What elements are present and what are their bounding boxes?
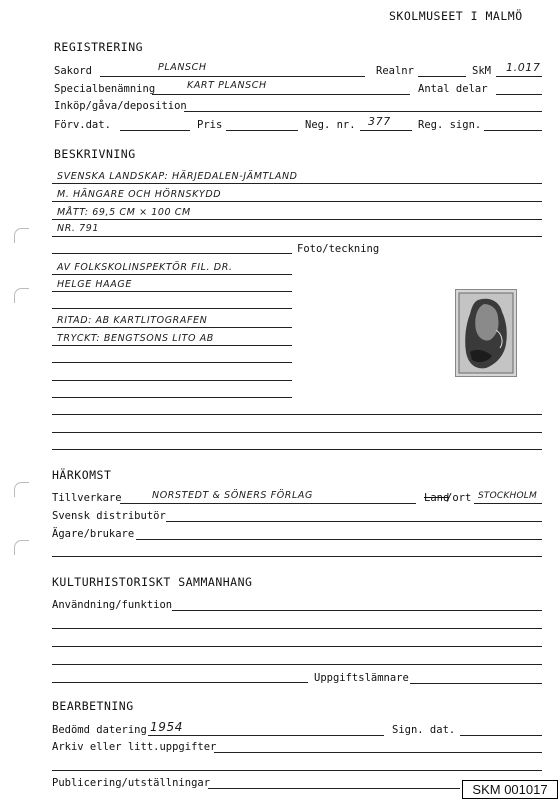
map-thumbnail-image — [456, 290, 516, 376]
ort-value: STOCKHOLM — [478, 491, 537, 501]
punch-hole — [14, 482, 29, 497]
punch-hole — [14, 228, 29, 243]
svensk-distributor-field[interactable] — [166, 521, 542, 522]
section-title-harkomst: HÄRKOMST — [52, 468, 112, 482]
object-photo — [455, 289, 517, 377]
svensk-distributor-label: Svensk distributör — [52, 510, 166, 522]
description-field[interactable] — [52, 274, 292, 275]
reg-sign-field[interactable] — [484, 130, 542, 131]
uppgiftslamnare-field[interactable] — [410, 683, 542, 684]
description-field[interactable] — [52, 236, 542, 237]
ort-field[interactable] — [474, 503, 542, 504]
description-line: AV FOLKSKOLINSPEKTÖR FIL. DR. — [57, 262, 233, 273]
anvandning-field[interactable] — [52, 646, 542, 647]
punch-hole — [14, 288, 29, 303]
sakord-label: Sakord — [54, 65, 92, 77]
realnr-field[interactable] — [418, 76, 466, 77]
arkiv-field[interactable] — [52, 770, 542, 771]
description-line: HELGE HAAGE — [57, 279, 132, 290]
section-title-beskrivning: BESKRIVNING — [54, 147, 136, 161]
description-field[interactable] — [52, 345, 292, 346]
specialbenamning-label: Specialbenämning — [54, 83, 156, 95]
anvandning-label: Användning/funktion — [52, 599, 173, 611]
description-field[interactable] — [52, 327, 292, 328]
description-field[interactable] — [52, 380, 292, 381]
neg-nr-value: 377 — [368, 115, 391, 128]
inkop-label: Inköp/gåva/deposition — [54, 100, 187, 112]
arkiv-label: Arkiv eller litt.uppgifter — [52, 741, 217, 753]
description-field[interactable] — [52, 308, 292, 309]
anvandning-field[interactable] — [172, 610, 542, 611]
sakord-field[interactable] — [100, 76, 365, 77]
anvandning-field[interactable] — [52, 682, 308, 683]
section-title-registrering: REGISTRERING — [54, 40, 144, 54]
tillverkare-label: Tillverkare — [52, 492, 122, 504]
anvandning-field[interactable] — [52, 628, 542, 629]
skm-label: SkM — [472, 65, 491, 77]
description-line: TRYCKT: BENGTSONS LITO AB — [57, 333, 214, 344]
description-field[interactable] — [52, 449, 542, 450]
description-line: SVENSKA LANDSKAP: HÄRJEDALEN-JÄMTLAND — [57, 171, 298, 182]
specialbenamning-value: KART PLANSCH — [187, 80, 267, 91]
foto-teckning-label: Foto/teckning — [297, 243, 380, 255]
description-field[interactable] — [52, 253, 292, 254]
realnr-label: Realnr — [376, 65, 414, 77]
section-title-bearbetning: BEARBETNING — [52, 699, 134, 713]
section-title-kultur: KULTURHISTORISKT SAMMANHANG — [52, 575, 253, 589]
forv-dat-label: Förv.dat. — [54, 119, 111, 131]
neg-nr-field[interactable] — [360, 130, 412, 131]
tillverkare-value: NORSTEDT & SÖNERS FÖRLAG — [152, 490, 313, 501]
catalog-id-label: SKM 001017 — [462, 780, 558, 799]
publicering-field[interactable] — [208, 788, 460, 789]
description-line: MÅTT: 69,5 CM × 100 CM — [57, 207, 191, 218]
pris-field[interactable] — [226, 130, 298, 131]
description-field[interactable] — [52, 432, 542, 433]
agare-brukare-label: Ägare/brukare — [52, 528, 135, 540]
anvandning-field[interactable] — [52, 664, 542, 665]
description-field[interactable] — [52, 219, 542, 220]
description-field[interactable] — [52, 362, 292, 363]
pris-label: Pris — [197, 119, 223, 131]
description-field[interactable] — [52, 201, 542, 202]
skm-value: 1.017 — [506, 61, 541, 74]
description-field[interactable] — [52, 291, 292, 292]
arkiv-field[interactable] — [214, 752, 542, 753]
land-label: Land — [424, 492, 450, 504]
sign-dat-label: Sign. dat. — [392, 724, 456, 736]
publicering-label: Publicering/utställningar — [52, 777, 211, 789]
description-line: M. HÄNGARE OCH HÖRNSKYDD — [57, 189, 222, 200]
sign-dat-field[interactable] — [460, 735, 542, 736]
neg-nr-label: Neg. nr. — [305, 119, 356, 131]
description-line: RITAD: AB KARTLITOGRAFEN — [57, 315, 208, 326]
harkomst-extra-field[interactable] — [52, 556, 542, 557]
antal-delar-label: Antal delar — [418, 83, 488, 95]
museum-name: SKOLMUSEET I MALMÖ — [389, 9, 523, 23]
description-line: NR. 791 — [57, 223, 100, 234]
reg-sign-label: Reg. sign. — [418, 119, 482, 131]
ort-label: /ort — [446, 492, 472, 504]
skm-field[interactable] — [496, 76, 542, 77]
forv-dat-field[interactable] — [120, 130, 190, 131]
uppgiftslamnare-label: Uppgiftslämnare — [314, 672, 409, 684]
agare-brukare-field[interactable] — [136, 539, 542, 540]
description-field[interactable] — [52, 183, 542, 184]
description-field[interactable] — [52, 397, 292, 398]
specialbenamning-field[interactable] — [152, 94, 410, 95]
tillverkare-field[interactable] — [120, 503, 416, 504]
bedomd-datering-value: 1954 — [150, 720, 183, 734]
bedomd-datering-field[interactable] — [148, 735, 384, 736]
sakord-value: PLANSCH — [158, 62, 207, 73]
antal-delar-field[interactable] — [496, 94, 542, 95]
inkop-field[interactable] — [184, 111, 542, 112]
punch-hole — [14, 540, 29, 555]
description-field[interactable] — [52, 414, 542, 415]
bedomd-datering-label: Bedömd datering — [52, 724, 147, 736]
